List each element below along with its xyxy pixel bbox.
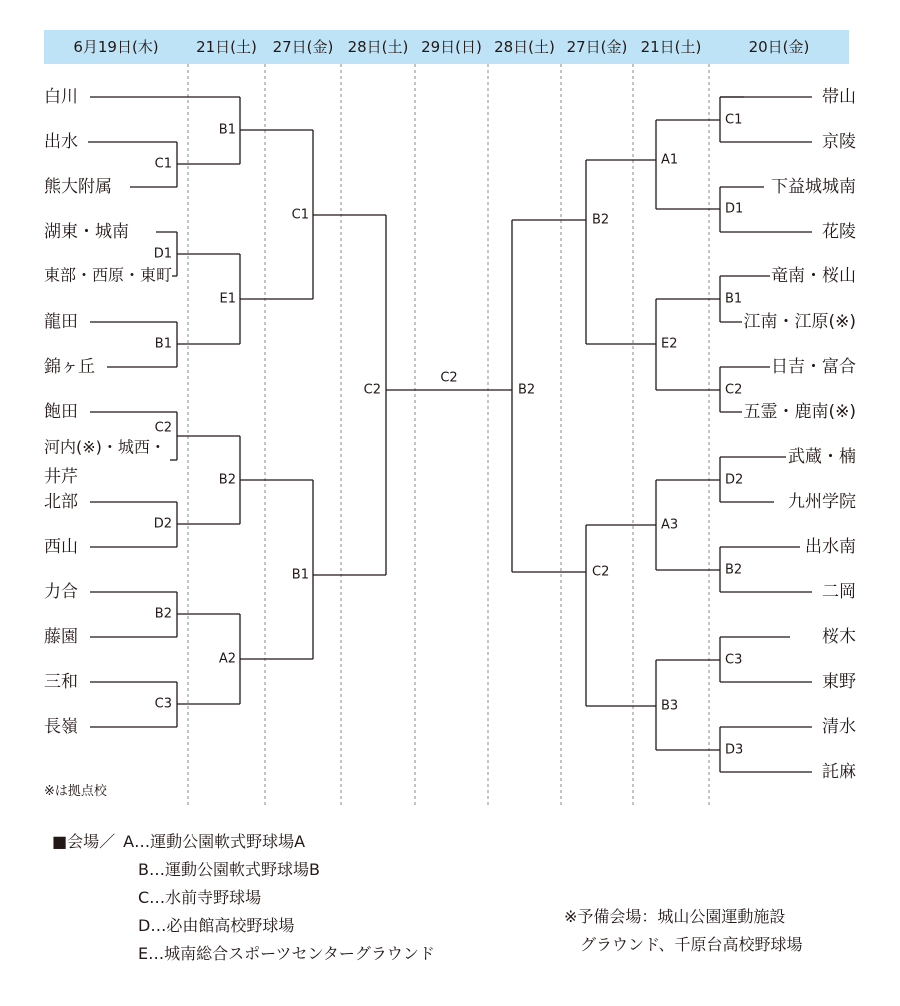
match-venue-label: D3 (725, 742, 744, 758)
spare-venue-line: グラウンド、千原台高校野球場 (580, 935, 803, 954)
left-team-name: 北部 (44, 492, 78, 512)
legend-heading: ■会場／ (52, 832, 116, 851)
left-team-name: 出水 (44, 132, 78, 152)
right-team-name: 東野 (822, 672, 856, 692)
spare-venue-line: ※予備会場：城山公園運動施設 (564, 907, 786, 926)
match-venue-label: C3 (725, 652, 743, 668)
legend-item: A…運動公園軟式野球場A (123, 832, 306, 851)
left-team-name: 湖東・城南 (44, 222, 129, 242)
legend-item: B…運動公園軟式野球場B (138, 860, 320, 879)
match-venue-label: C2 (725, 382, 743, 398)
right-team-name: 花陵 (822, 222, 856, 242)
header-date: 21日(土) (640, 38, 702, 56)
left-team-name: 西山 (44, 537, 78, 557)
right-team-name: 託麻 (822, 762, 856, 782)
match-venue-label: A1 (661, 152, 679, 168)
left-team-name: 龍田 (44, 312, 78, 332)
right-team-name: 出水南 (805, 537, 856, 557)
header-date: 6月19日(木) (73, 38, 159, 56)
legend-item: D…必由館高校野球場 (138, 916, 295, 935)
left-team-name: 熊大附属 (44, 177, 112, 197)
right-team-name: 桜木 (822, 627, 856, 647)
match-venue-label: B1 (725, 291, 743, 307)
final-venue-label: C2 (440, 370, 458, 386)
right-team-name: 下益城城南 (771, 177, 856, 197)
right-team-name: 二岡 (822, 582, 856, 602)
left-team-name: 井芹 (44, 467, 78, 487)
match-venue-label: B2 (218, 472, 236, 488)
header-date: 28日(土) (494, 38, 555, 56)
match-venue-label: D2 (725, 472, 744, 488)
left-team-name: 東部・西原・東町 (44, 265, 173, 285)
match-venue-label: C2 (363, 382, 381, 398)
match-venue-label: C1 (154, 156, 172, 172)
legend-item: C…水前寺野球場 (138, 888, 262, 907)
match-venue-label: E2 (661, 336, 678, 352)
match-venue-label: E1 (219, 291, 236, 307)
match-venue-label: B1 (218, 122, 236, 138)
base-school-note: ※は拠点校 (44, 784, 107, 799)
left-team-name: 長嶺 (44, 717, 78, 737)
right-team-name: 江南・江原(※) (743, 312, 856, 332)
left-team-name: 飽田 (44, 402, 78, 422)
match-venue-label: D1 (725, 201, 744, 217)
right-team-name: 清水 (822, 717, 856, 737)
match-venue-label: B1 (291, 567, 309, 583)
match-venue-label: C1 (725, 112, 743, 128)
match-venue-label: D2 (153, 516, 172, 532)
right-team-name: 武蔵・楠 (788, 447, 856, 467)
right-team-name: 京陵 (822, 132, 856, 152)
match-venue-label: B1 (154, 336, 172, 352)
left-team-name: 力合 (44, 582, 78, 602)
match-venue-label: D1 (153, 246, 172, 262)
left-team-name: 河内(※)・城西・ (44, 437, 166, 457)
match-venue-label: A2 (218, 651, 236, 667)
match-venue-label: B2 (592, 212, 610, 228)
header-date: 28日(土) (347, 38, 409, 56)
venue-legend (52, 828, 435, 968)
header-date: 27日(金) (272, 38, 334, 56)
match-venue-label: C3 (154, 696, 172, 712)
match-venue-label: C1 (291, 207, 309, 223)
right-team-name: 五霊・鹿南(※) (743, 402, 856, 422)
header-date: 21日(土) (196, 38, 257, 56)
match-venue-label: A3 (661, 517, 679, 533)
header-date: 29日(日) (421, 38, 482, 56)
left-team-name: 藤園 (44, 627, 78, 647)
left-team-name: 錦ヶ丘 (44, 357, 95, 377)
header-date: 20日(金) (748, 38, 810, 56)
right-team-name: 九州学院 (788, 492, 856, 512)
right-team-name: 帯山 (822, 87, 856, 107)
left-team-name: 白川 (44, 87, 78, 107)
match-venue-label: B2 (518, 382, 536, 398)
match-venue-label: B2 (725, 562, 743, 578)
match-venue-label: B2 (154, 606, 172, 622)
match-venue-label: C2 (154, 420, 172, 436)
right-team-name: 日吉・富合 (771, 357, 856, 377)
spare-venue-note (564, 903, 803, 959)
right-team-name: 竜南・桜山 (771, 266, 856, 286)
header-date: 27日(金) (566, 38, 628, 56)
legend-item: E…城南総合スポーツセンターグラウンド (138, 944, 435, 963)
match-venue-label: C2 (592, 564, 610, 580)
left-team-name: 三和 (44, 672, 78, 692)
match-venue-label: B3 (661, 698, 679, 714)
